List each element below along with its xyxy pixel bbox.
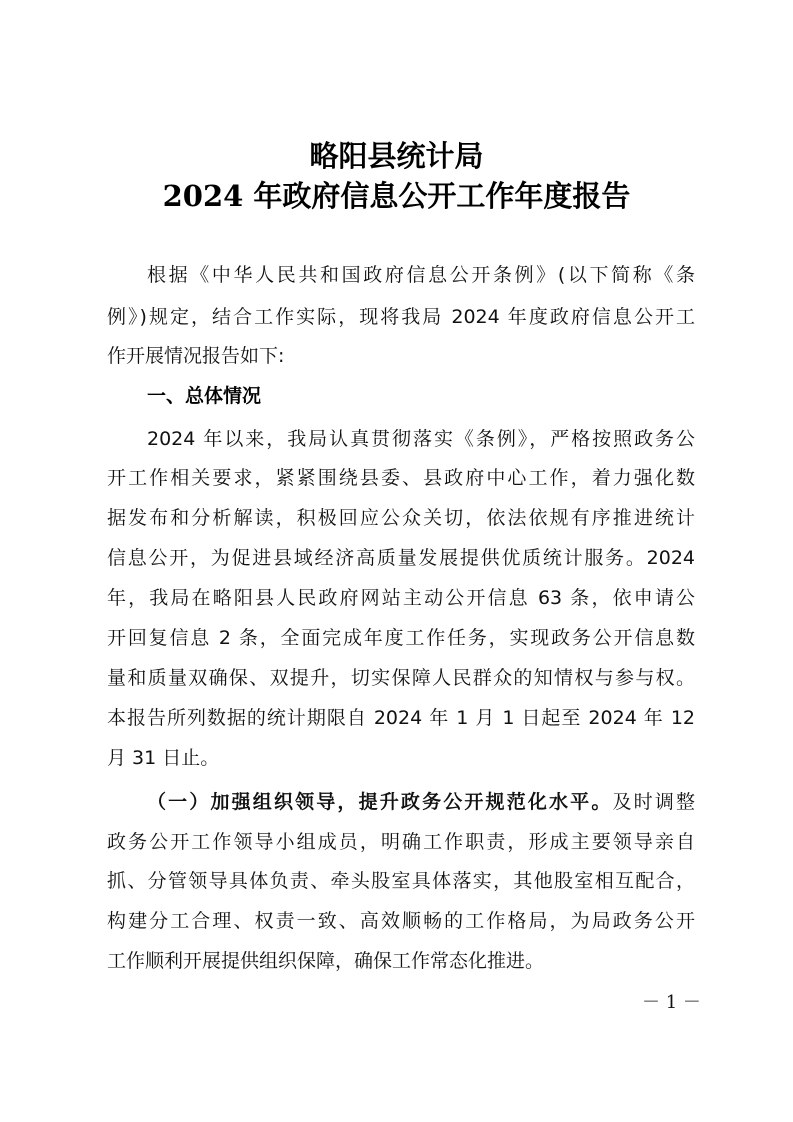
subsection-1-line-2: 政务公开工作领导小组成员，明确工作职责，形成主要领导亲自: [107, 831, 695, 853]
overview-line-2: 开工作相关要求，紧紧围绕县委、县政府中心工作，着力强化数: [107, 467, 695, 489]
document-title-line-1: 略阳县统计局: [309, 139, 484, 173]
subsection-1-line-1: [147, 789, 695, 815]
intro-line-1: 根据《中华人民共和国政府信息公开条例》(以下简称《条: [147, 264, 695, 286]
intro-line-3: 作开展情况报告如下:: [107, 345, 285, 367]
subsection-1-line-4: 构建分工合理、权责一致、高效顺畅的工作格局，为局政务公开: [107, 910, 695, 932]
overview-line-6: 开回复信息 2 条，全面完成年度工作任务，实现政务公开信息数: [107, 627, 695, 649]
overview-line-7: 量和质量双确保、双提升，切实保障人民群众的知情权与参与权。: [107, 667, 695, 689]
subsection-1-line-5: 工作顺利开展提供组织保障，确保工作常态化推进。: [107, 950, 545, 972]
overview-line-1: 2024 年以来，我局认真贯彻落实《条例》，严格按照政务公: [147, 428, 695, 450]
intro-line-2: 例》)规定，结合工作实际，现将我局 2024 年度政府信息公开工: [107, 306, 695, 328]
overview-line-8: 本报告所列数据的统计期限自 2024 年 1 月 1 日起至 2024 年 12: [107, 707, 695, 729]
subsection-1-lead: （一）加强组织领导，提升政务公开规范化水平。: [147, 791, 613, 813]
subsection-1-first-rest: 及时调整: [612, 791, 695, 813]
overview-line-3: 据发布和分析解读，积极回应公众关切，依法依规有序推进统计: [107, 507, 695, 529]
overview-line-5: 年，我局在略阳县人民政府网站主动公开信息 63 条，依申请公: [107, 587, 695, 609]
document-title-line-2: 2024 年政府信息公开工作年度报告: [162, 179, 631, 213]
overview-line-9: 月 31 日止。: [107, 747, 220, 769]
overview-line-4: 信息公开，为促进县域经济高质量发展提供优质统计服务。2024: [107, 547, 695, 569]
subsection-1-line-3: 抓、分管领导具体负责、牵头股室具体落实，其他股室相互配合，: [107, 870, 695, 892]
section-heading-overview: 一、总体情况: [147, 385, 262, 407]
page-number: － 1 －: [642, 992, 701, 1013]
